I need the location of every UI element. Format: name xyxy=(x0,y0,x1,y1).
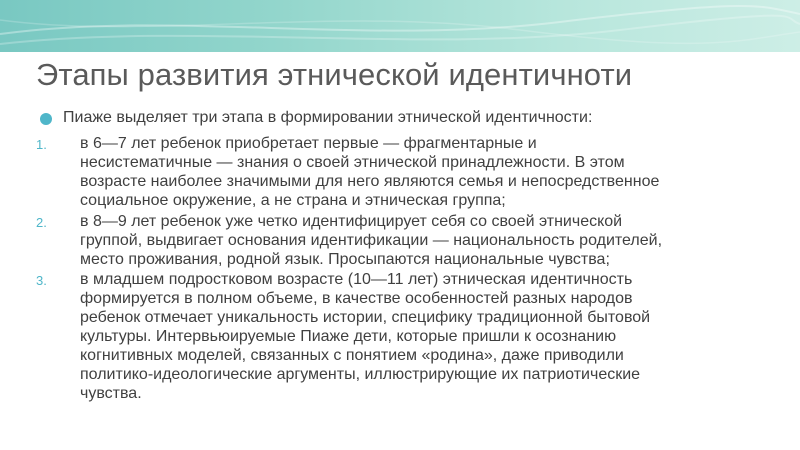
list-item-number: 3. xyxy=(36,273,47,288)
list-item-text: в 8—9 лет ребенок уже четко идентифицирует себя со своей этнической группой, выдвигает основания идентификации — национальность родителей, место проживания, родной язык. Просыпаются национальные чувства; xyxy=(80,213,663,268)
list-item-text: в младшем подростковом возрасте (10—11 лет) этническая идентичность формируется в полном объеме, в качестве особенностей разных народов ребенок отмечает уникальность истории, специфику традиционной бытовой культуры. Интервьюируемые Пиаже дети, которые пришли к осознанию когнитивных моделей, связанных с понятием «родина», даже приводили политико-идеологические аргументы, иллюстрирующие их патриотические чувства. xyxy=(80,271,651,402)
slide-title: Этапы развития этнической идентичноти xyxy=(36,57,633,92)
list-item-number: 1. xyxy=(36,137,47,152)
list-item-text: в 6—7 лет ребенок приобретает первые — фрагментарные и несистематичные — знания о своей этнической принадлежности. В этом возрасте наиболее значимыми для него являются семья и непосредственное социальное окружение, а не страна и этническая группа; xyxy=(80,135,660,209)
bullet-dot-icon xyxy=(40,113,52,125)
intro-bullet xyxy=(36,108,776,130)
header-decorative-band xyxy=(0,0,800,52)
list-item-number: 2. xyxy=(36,215,47,230)
header-wave-graphic xyxy=(0,0,800,52)
intro-text: Пиаже выделяет три этапа в формировании этнической идентичности: xyxy=(63,109,593,126)
